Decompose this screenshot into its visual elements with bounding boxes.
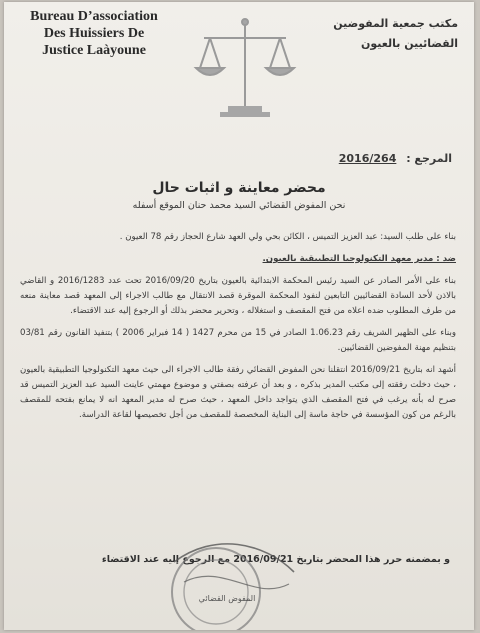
letterhead-fr-line-2: Des Huissiers De xyxy=(43,26,145,41)
document-subtitle: نحن المفوض القضائي السيد محمد حنان الموقع أسفله xyxy=(132,200,346,211)
reference-number: 2016/264 xyxy=(338,152,397,165)
official-stamp-icon xyxy=(154,522,304,630)
paragraph-request: بناء على طلب السيد: عبد العزيز التميس ، الكائن بحي ولي العهد شارع الحجاز رقم 78 العيون . xyxy=(119,232,456,242)
letterhead-fr-line-3: Justice Laàyoune xyxy=(42,43,146,58)
paragraph-order: بناء على الأمر الصادر عن السيد رئيس المحكمة الابتدائية بالعيون بتاريخ 2016/09/20 تحت عدد 2016/1283 و القاضي بالاذن لأحد السادة القضائيين التابعين لنفوذ المحكمة الموقرة قصد الانتقال مع طالب الاجراء إلى المعهد قصد معاينة منعه من طرف المطلوب ضده اعلاه من فتح المقصف و استغلاله ، وتحرير محضر بذلك أو الرجوع إليه عند الاقتضاء. xyxy=(20,276,456,316)
letterhead-fr-line-1: Bureau D’association xyxy=(30,9,158,24)
scales-of-justice-icon xyxy=(190,12,300,122)
document-page xyxy=(4,2,474,630)
paragraph-findings: أشهد انه بتاريخ 2016/09/21 انتقلنا نحن المفوض القضائي رفقة طالب الاجراء الى حيث معهد التكنولوجيا التطبيقية بالعيون ، حيث دخلت رفقته إلى مكتب المدير بذكره ، و بعد أن عرفته بصفتي و موضوع مهمتي عاينت السيد عبد العزيز التميس قد صرح له بأنه يرغب في فتح المقصف الذي يتواجد داخل المعهد ، حيث صرح له مدير المعهد انه لا يمانع بفتحه للمقصف بالرغم من كون المؤسسة في حاجة ماسة إلى البناية المخصصة للمقصف من أجل تخصيصها لقاعة الدراسة. xyxy=(20,365,456,420)
reference-line xyxy=(339,152,452,165)
stamp-inner-text: المفوض القضائي xyxy=(198,594,256,603)
closing-line: و بمضمنه حرر هذا المحضر بتاريخ 2016/09/21 مع الرجوع إليه عند الاقتضاء xyxy=(101,554,450,565)
document-title: محضر معاينة و اثبات حال xyxy=(152,180,326,196)
paragraph-against: ضد : مدير معهد التكنولوجيا التطبيقية بالعيون. xyxy=(262,254,456,264)
letterhead-ar-line-2: القضائيين بالعيون xyxy=(360,37,458,50)
document-body xyxy=(20,230,456,430)
letterhead-ar-line-1: مكتب جمعية المفوضين xyxy=(333,17,458,30)
reference-label: المرجع : xyxy=(406,152,452,165)
letterhead-french xyxy=(24,8,164,59)
paragraph-decree: وبناء على الظهير الشريف رقم 1.06.23 الصادر في 15 من محرم 1427 ( 14 فبراير 2006 ) بتنفيذ القانون رقم 03/81 بتنظيم مهنة المفوضين القضائيين. xyxy=(20,328,456,353)
letterhead-arabic xyxy=(308,14,458,54)
